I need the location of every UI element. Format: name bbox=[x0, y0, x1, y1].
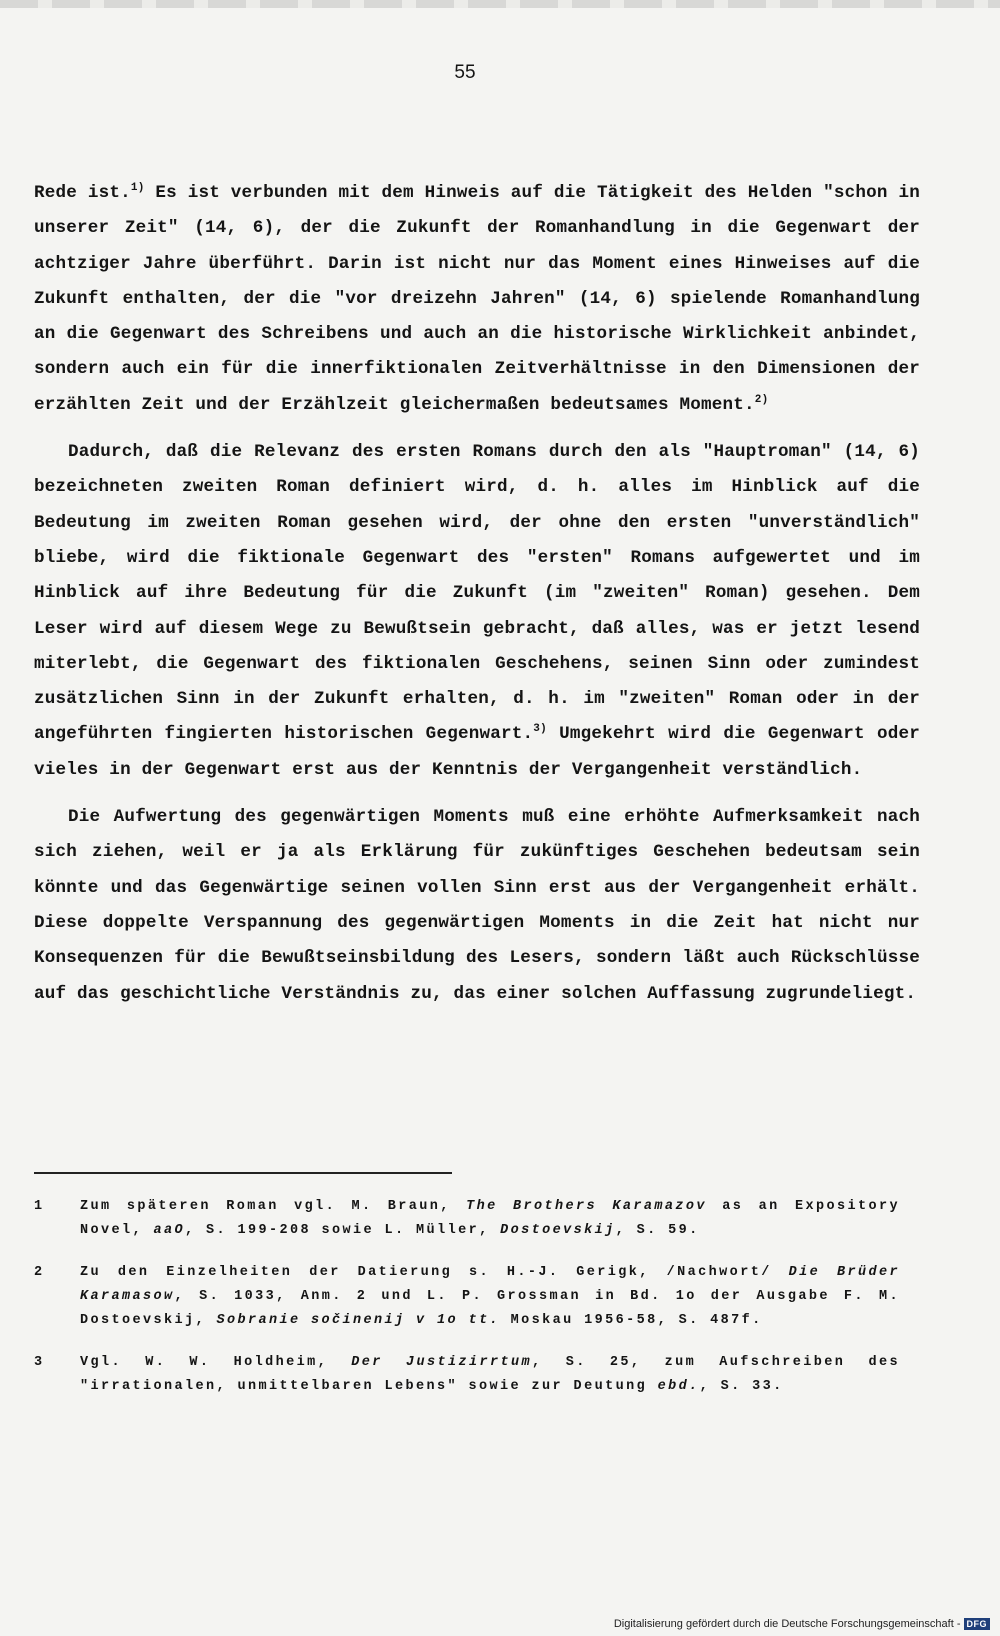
footnote-segment: Vgl. W. W. Holdheim, bbox=[80, 1355, 352, 1370]
footnote-number: 3 bbox=[34, 1355, 45, 1370]
footnote-segment: as an Expository Novel, bbox=[80, 1199, 901, 1238]
footnote-divider bbox=[34, 1172, 452, 1174]
footnote-title: Sobranie sočinenij v 1o tt. bbox=[216, 1313, 501, 1328]
footnote-title: Die Brüder Karamasow bbox=[80, 1265, 900, 1304]
footnote-segment: , S. 1033, Anm. 2 und L. P. Grossman in Bd. 1o der Ausgabe F. M. Dostoevskij, bbox=[80, 1289, 900, 1328]
footnote-segment: , S. 33. bbox=[699, 1379, 784, 1394]
body-text bbox=[34, 176, 920, 1012]
dfg-credit bbox=[614, 1618, 990, 1630]
dfg-credit-text: Digitalisierung gefördert durch die Deutsche Forschungsgemeinschaft - bbox=[613, 1618, 961, 1630]
footnote-segment: Zum späteren Roman vgl. M. Braun, bbox=[80, 1199, 467, 1214]
footnote-text bbox=[80, 1195, 900, 1243]
footnote-title: The Brothers Karamazov bbox=[466, 1199, 707, 1214]
paragraph-1-body: Es ist verbunden mit dem Hinweis auf die Tätigkeit des Helden "schon in unserer Zeit" (14, 6), der die Zukunft der Romanhandlung in die Gegenwart der achtziger Jahre überführt. Darin ist nicht nur das Moment eines Hinweises auf die Zukunft enthalten, der die "vor dreizehn Jahren" (14, 6) spielende Romanhandlung an die Gegenwart des Schreibens und auch an die historische Wirklichkeit anbindet, sondern auch ein für die innerfiktionalen Zeitverhältnisse in den Dimensionen der erzählten Zeit und der Erzählzeit gleichermaßen bedeutsames Moment. bbox=[34, 183, 921, 415]
footnote-segment: , S. 59. bbox=[615, 1223, 700, 1238]
footnote-segment: Zu den Einzelheiten der Datierung s. H.-J. Gerigk, /Nachwort/ bbox=[80, 1265, 789, 1280]
footnote-number: 2 bbox=[34, 1265, 45, 1280]
paragraph-2-body: Dadurch, daß die Relevanz des ersten Romans durch den als "Hauptroman" (14, 6) bezeichneten zweiten Roman definiert wird, d. h. alles im Hinblick auf die Bedeutung im zweiten Roman gesehen wird, der ohne den ersten "unverständlich" bliebe, wird die fiktionale Gegenwart des "ersten" Romans aufgewertet und im Hinblick auf ihre Bedeutung für die Zukunft (im "zweiten" Roman) gesehen. Dem Leser wird auf diesem Wege zu Bewußtsein gebracht, daß alles, was er jetzt lesend miterlebt, die Gegenwart des fiktionalen Geschehens, seinen Sinn oder zumindest zusätzlichen Sinn in der Zukunft erhalten, d. h. im "zweiten" Roman oder in der angeführten fingierten historischen Gegenwart. bbox=[34, 442, 920, 745]
footnote-segment: , S. 25, zum Aufschreiben des "irrationalen, unmittelbaren Lebens" sowie zur Deutung bbox=[80, 1355, 900, 1394]
footnotes bbox=[34, 1195, 900, 1417]
footnote-abbrev: aaO bbox=[153, 1223, 186, 1238]
footnote-3 bbox=[34, 1351, 900, 1399]
footnote-ref-2[interactable]: 2) bbox=[754, 393, 769, 406]
footnote-title: Der Justizirrtum bbox=[351, 1355, 533, 1370]
footnote-title: Dostoevskij bbox=[500, 1223, 616, 1238]
footnote-segment: , S. 199-208 sowie L. Müller, bbox=[185, 1223, 501, 1238]
footnote-1 bbox=[34, 1195, 900, 1243]
dfg-logo: DFG bbox=[964, 1618, 991, 1630]
scan-edge-strip bbox=[0, 0, 1000, 8]
footnote-text bbox=[80, 1261, 900, 1333]
footnote-number: 1 bbox=[34, 1199, 45, 1214]
footnote-2 bbox=[34, 1261, 900, 1333]
paragraph-3: Die Aufwertung des gegenwärtigen Moments muß eine erhöhte Aufmerksamkeit nach sich ziehen, weil er ja als Erklärung für zukünftiges Geschehen bedeutsam sein könnte und das Gegenwärtige seinen vollen Sinn erst aus der Vergangenheit erhält. Diese doppelte Verspannung des gegenwärtigen Moments in die Zeit hat nicht nur Konsequenzen für die Bewußtseinsbildung des Lesers, sondern läßt auch Rückschlüsse auf das geschichtliche Verständnis zu, das einer solchen Auffassung zugrundeliegt. bbox=[34, 807, 920, 1004]
footnote-abbrev: ebd. bbox=[657, 1379, 700, 1394]
footnote-ref-1[interactable]: 1) bbox=[130, 182, 145, 194]
footnote-segment: Moskau 1956-58, S. 487f. bbox=[500, 1313, 763, 1328]
footnote-ref-3[interactable]: 3) bbox=[533, 723, 547, 736]
paragraph-2 bbox=[34, 435, 920, 788]
paragraph-1 bbox=[34, 176, 920, 423]
page-number: 55 bbox=[454, 62, 476, 83]
paragraph-1-start: Rede ist. bbox=[34, 183, 131, 203]
paragraph-2-end: Umgekehrt wird die Gegenwart oder vieles in der Gegenwart erst aus der Kenntnis der Vergangenheit verständlich. bbox=[34, 724, 920, 780]
footnote-text bbox=[80, 1351, 900, 1399]
